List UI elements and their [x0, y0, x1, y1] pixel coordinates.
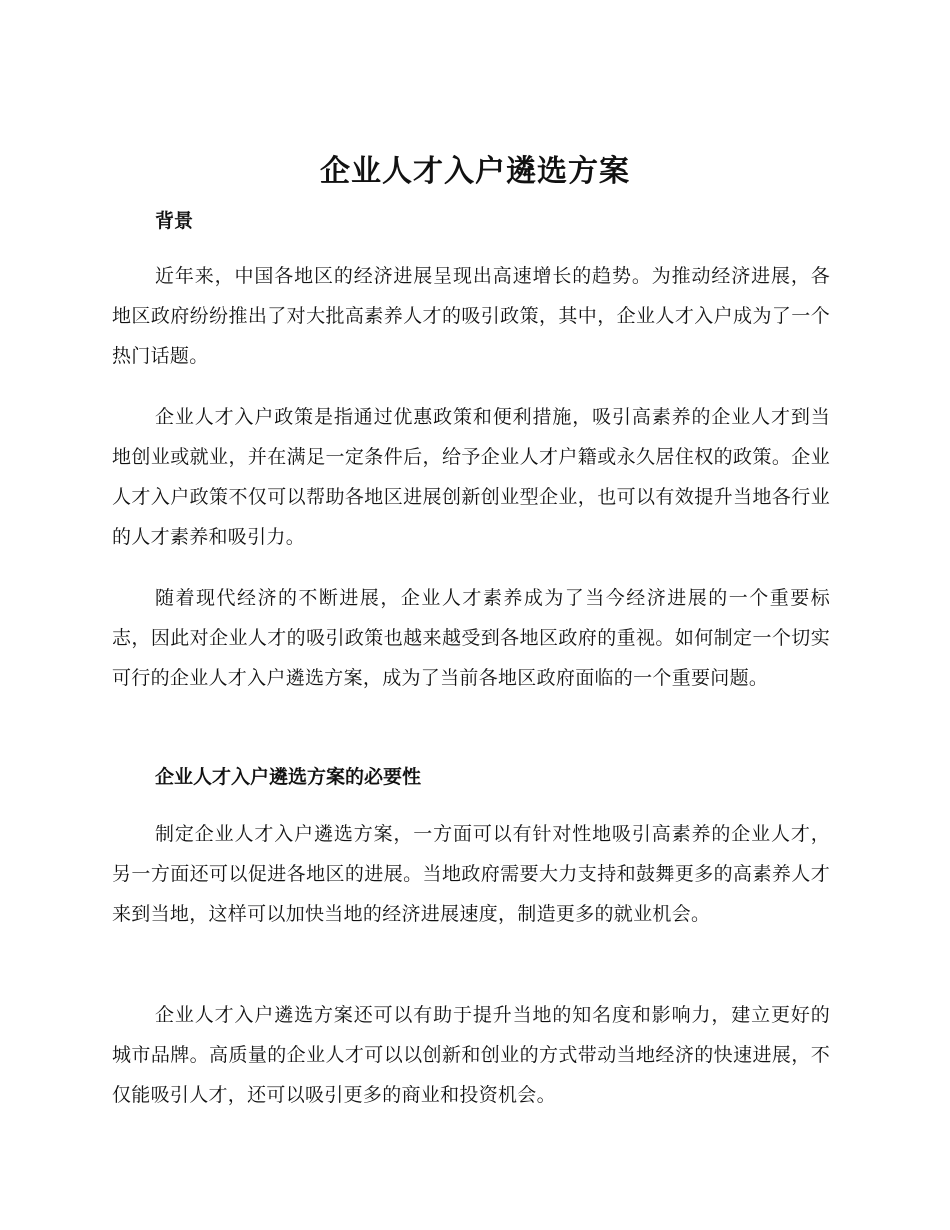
section-heading-necessity: 企业人才入户遴选方案的必要性	[155, 766, 422, 788]
paragraph: 近年来，中国各地区的经济进展呈现出高速增长的趋势。为推动经济进展，各地区政府纷纷推出了对大批高素养人才的吸引政策，其中，企业人才入户成为了一个热门话题。	[112, 265, 830, 367]
paragraph: 随着现代经济的不断进展，企业人才素养成为了当今经济进展的一个重要标志，因此对企业人才的吸引政策也越来越受到各地区政府的重视。如何制定一个切实可行的企业人才入户遴选方案，成为了当前各地区政府面临的一个重要问题。	[112, 587, 830, 689]
paragraph: 企业人才入户政策是指通过优惠政策和便利措施，吸引高素养的企业人才到当地创业或就业，并在满足一定条件后，给予企业人才户籍或永久居住权的政策。企业人才入户政策不仅可以帮助各地区进展创新创业型企业，也可以有效提升当地各行业的人才素养和吸引力。	[112, 406, 830, 548]
paragraph: 企业人才入户遴选方案还可以有助于提升当地的知名度和影响力，建立更好的城市品牌。高质量的企业人才可以以创新和创业的方式带动当地经济的快速进展，不仅能吸引人才，还可以吸引更多的商业和投资机会。	[112, 1004, 830, 1106]
paragraph: 制定企业人才入户遴选方案，一方面可以有针对性地吸引高素养的企业人才，另一方面还可以促进各地区的进展。当地政府需要大力支持和鼓舞更多的高素养人才来到当地，这样可以加快当地的经济进展速度，制造更多的就业机会。	[112, 823, 830, 925]
section-heading-background: 背景	[155, 210, 194, 232]
document-title: 企业人才入户遴选方案	[320, 154, 630, 189]
